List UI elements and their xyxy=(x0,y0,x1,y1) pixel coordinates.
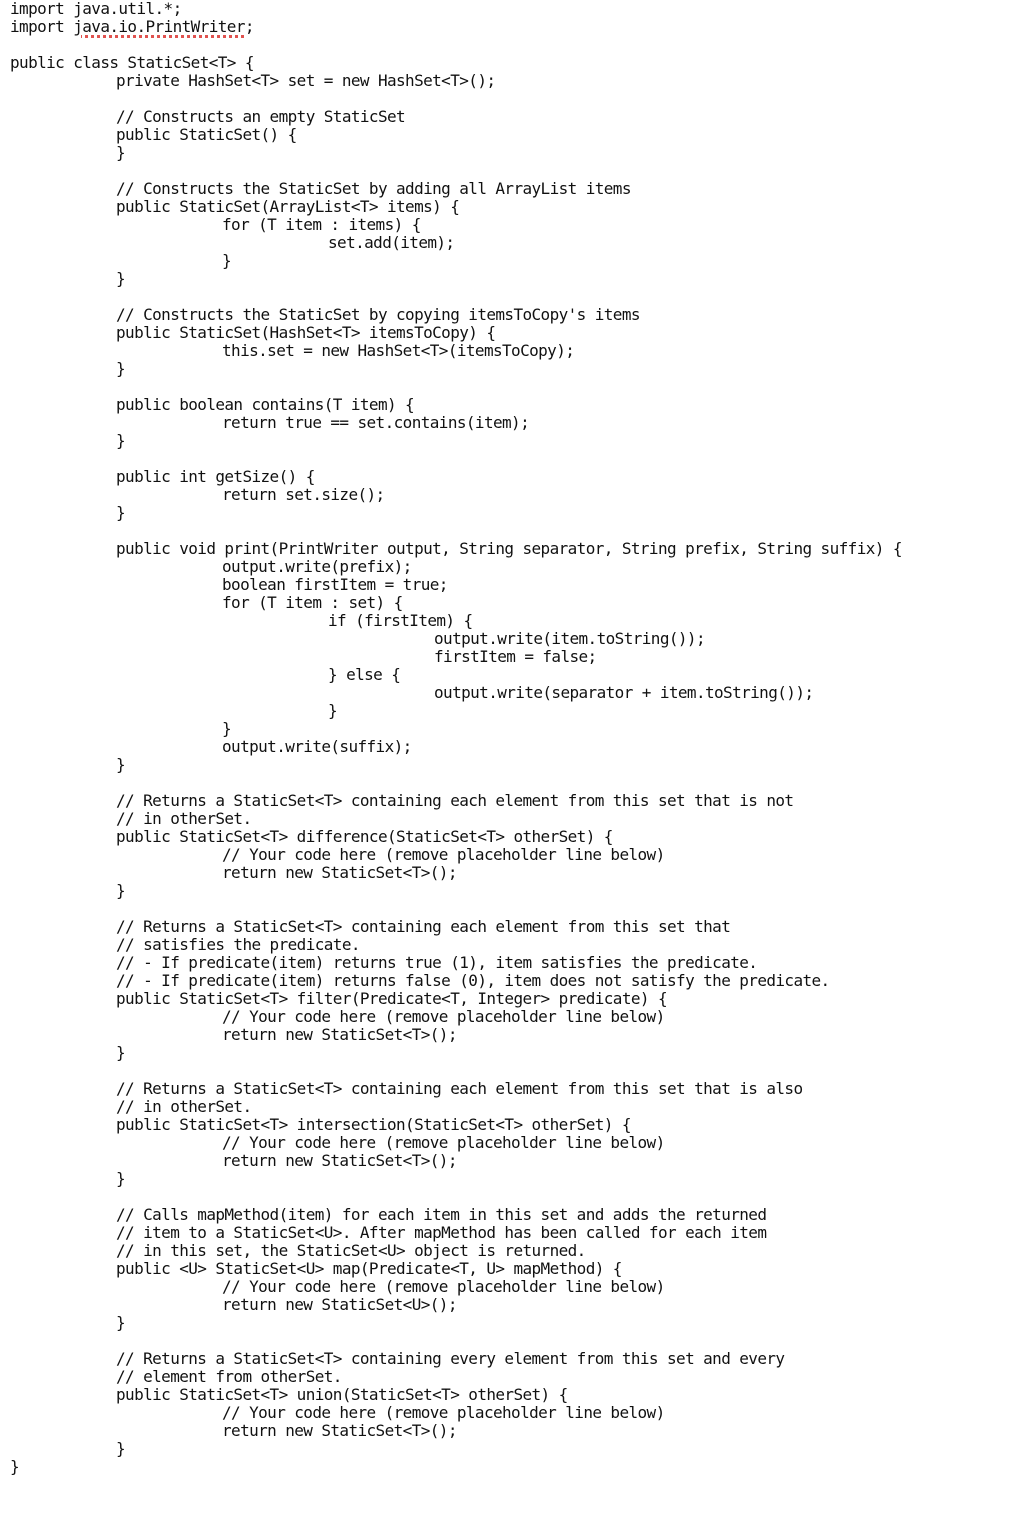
code-line xyxy=(10,54,254,72)
code-line xyxy=(222,1296,457,1314)
code-text: return new StaticSet<U>(); xyxy=(222,1295,457,1314)
code-line xyxy=(328,612,473,630)
code-text: public StaticSet(ArrayList<T> items) { xyxy=(116,197,460,216)
code-text: ; xyxy=(244,17,254,36)
code-line xyxy=(116,1386,568,1404)
code-text: } xyxy=(116,503,126,522)
code-editor[interactable] xyxy=(10,0,1000,1536)
code-line xyxy=(222,738,412,756)
code-text: // Returns a StaticSet<T> containing each element from this set that xyxy=(116,917,731,936)
code-text: // Your code here (remove placeholder line below) xyxy=(222,1133,665,1152)
code-line xyxy=(116,1350,784,1368)
code-line xyxy=(116,1116,631,1134)
code-line xyxy=(222,720,231,738)
code-line xyxy=(222,1008,665,1026)
code-line xyxy=(116,990,667,1008)
code-text: // - If predicate(item) returns true (1), item satisfies the predicate. xyxy=(116,953,758,972)
code-line xyxy=(116,972,830,990)
spellcheck-flagged-word[interactable]: java.io.PrintWriter xyxy=(73,17,245,36)
code-text: // Constructs an empty StaticSet xyxy=(116,107,406,126)
code-line xyxy=(222,486,385,504)
code-text: // Your code here (remove placeholder line below) xyxy=(222,1007,665,1026)
code-text: output.write(suffix); xyxy=(222,737,412,756)
code-text: boolean firstItem = true; xyxy=(222,575,448,594)
code-line xyxy=(222,1278,665,1296)
code-line xyxy=(116,126,297,144)
code-line xyxy=(222,846,665,864)
code-line xyxy=(116,1044,125,1062)
code-text: for (T item : set) { xyxy=(222,593,403,612)
code-line xyxy=(116,954,757,972)
code-text: import java.util.*; xyxy=(10,0,182,18)
code-text: } xyxy=(116,1439,126,1458)
code-line xyxy=(116,882,125,900)
code-text: public class StaticSet<T> { xyxy=(10,53,254,72)
code-text: } xyxy=(222,719,232,738)
code-line xyxy=(116,1170,125,1188)
code-line xyxy=(222,342,574,360)
code-line xyxy=(116,270,125,288)
code-line xyxy=(222,414,529,432)
code-line xyxy=(328,702,337,720)
code-text: public <U> StaticSet<U> map(Predicate<T, U> mapMethod) { xyxy=(116,1259,622,1278)
code-line xyxy=(116,1080,803,1098)
code-line xyxy=(116,324,495,342)
code-line xyxy=(116,1440,125,1458)
code-text: private HashSet<T> set = new HashSet<T>(); xyxy=(116,71,496,90)
code-line xyxy=(328,234,454,252)
code-text: for (T item : items) { xyxy=(222,215,421,234)
code-line xyxy=(222,252,231,270)
code-line xyxy=(222,576,448,594)
code-text: public StaticSet<T> intersection(StaticSet<T> otherSet) { xyxy=(116,1115,631,1134)
code-text: set.add(item); xyxy=(328,233,455,252)
code-line xyxy=(222,1404,665,1422)
code-line xyxy=(116,792,793,810)
code-text: public StaticSet<T> difference(StaticSet<T> otherSet) { xyxy=(116,827,613,846)
code-text: public StaticSet<T> filter(Predicate<T, Integer> predicate) { xyxy=(116,989,668,1008)
code-text: // Your code here (remove placeholder line below) xyxy=(222,1403,665,1422)
code-text: } xyxy=(10,1457,20,1476)
code-text: // in otherSet. xyxy=(116,809,252,828)
code-text: public StaticSet<T> union(StaticSet<T> otherSet) { xyxy=(116,1385,568,1404)
code-line xyxy=(116,468,315,486)
code-text: return new StaticSet<T>(); xyxy=(222,1151,457,1170)
code-line xyxy=(116,1224,766,1242)
code-line xyxy=(116,1368,342,1386)
code-line xyxy=(116,504,125,522)
code-text: firstItem = false; xyxy=(434,647,597,666)
code-line xyxy=(10,0,182,18)
code-text: // Constructs the StaticSet by copying itemsToCopy's items xyxy=(116,305,640,324)
code-text: } xyxy=(116,269,126,288)
code-text: output.write(item.toString()); xyxy=(434,629,705,648)
code-text: public StaticSet(HashSet<T> itemsToCopy) { xyxy=(116,323,496,342)
code-line xyxy=(116,180,631,198)
code-text: import xyxy=(10,17,74,36)
code-line xyxy=(116,432,125,450)
code-text: if (firstItem) { xyxy=(328,611,473,630)
code-text: // satisfies the predicate. xyxy=(116,935,360,954)
code-line xyxy=(116,396,414,414)
code-text: // in otherSet. xyxy=(116,1097,252,1116)
code-line xyxy=(434,630,705,648)
code-line xyxy=(116,936,360,954)
code-line xyxy=(10,1458,19,1476)
code-text: // Calls mapMethod(item) for each item in this set and adds the returned xyxy=(116,1205,767,1224)
code-line xyxy=(116,756,125,774)
code-line xyxy=(116,1314,125,1332)
code-text: } xyxy=(116,1169,126,1188)
code-text: // item to a StaticSet<U>. After mapMethod has been called for each item xyxy=(116,1223,767,1242)
code-text: output.write(separator + item.toString()); xyxy=(434,683,814,702)
code-line xyxy=(116,918,730,936)
code-text: output.write(prefix); xyxy=(222,557,412,576)
code-text: // Your code here (remove placeholder line below) xyxy=(222,1277,665,1296)
code-line xyxy=(222,1026,457,1044)
code-line xyxy=(222,1152,457,1170)
code-text: } xyxy=(116,359,126,378)
code-text: public void print(PrintWriter output, String separator, String prefix, String suffix) { xyxy=(116,539,902,558)
code-line xyxy=(222,1134,665,1152)
code-text: // Constructs the StaticSet by adding all ArrayList items xyxy=(116,179,631,198)
code-text: // element from otherSet. xyxy=(116,1367,342,1386)
code-line xyxy=(434,684,813,702)
code-text: public StaticSet() { xyxy=(116,125,297,144)
code-text: return new StaticSet<T>(); xyxy=(222,863,457,882)
code-line xyxy=(222,594,403,612)
code-line xyxy=(222,216,421,234)
code-line xyxy=(116,108,405,126)
code-line xyxy=(10,18,254,36)
code-line xyxy=(116,72,495,90)
code-text: } xyxy=(328,701,338,720)
code-text: // Returns a StaticSet<T> containing each element from this set that is not xyxy=(116,791,794,810)
code-line xyxy=(116,810,252,828)
code-text: } xyxy=(116,755,126,774)
code-text: // Returns a StaticSet<T> containing each element from this set that is also xyxy=(116,1079,803,1098)
code-line xyxy=(116,1242,586,1260)
code-text: return true == set.contains(item); xyxy=(222,413,530,432)
code-text: this.set = new HashSet<T>(itemsToCopy); xyxy=(222,341,575,360)
code-line xyxy=(116,1260,622,1278)
code-line xyxy=(116,360,125,378)
code-text: return set.size(); xyxy=(222,485,385,504)
code-text: // Your code here (remove placeholder line below) xyxy=(222,845,665,864)
code-text: return new StaticSet<T>(); xyxy=(222,1025,457,1044)
code-text: } xyxy=(116,431,126,450)
code-line xyxy=(222,864,457,882)
code-text: // Returns a StaticSet<T> containing every element from this set and every xyxy=(116,1349,785,1368)
code-line xyxy=(116,198,459,216)
code-line xyxy=(116,1098,252,1116)
code-line xyxy=(222,558,412,576)
code-text: } xyxy=(116,143,126,162)
code-line xyxy=(116,828,613,846)
code-line xyxy=(116,144,125,162)
code-text: } xyxy=(116,1043,126,1062)
code-text: public int getSize() { xyxy=(116,467,315,486)
code-text: // in this set, the StaticSet<U> object is returned. xyxy=(116,1241,586,1260)
code-line xyxy=(222,1422,457,1440)
code-text: } xyxy=(222,251,232,270)
code-text: // - If predicate(item) returns false (0), item does not satisfy the predicate. xyxy=(116,971,830,990)
code-line xyxy=(328,666,400,684)
code-line xyxy=(434,648,597,666)
code-line xyxy=(116,1206,766,1224)
code-text: return new StaticSet<T>(); xyxy=(222,1421,457,1440)
code-text: } else { xyxy=(328,665,401,684)
code-text: } xyxy=(116,1313,126,1332)
code-text: } xyxy=(116,881,126,900)
code-line xyxy=(116,306,640,324)
code-line xyxy=(116,540,902,558)
code-text: public boolean contains(T item) { xyxy=(116,395,415,414)
